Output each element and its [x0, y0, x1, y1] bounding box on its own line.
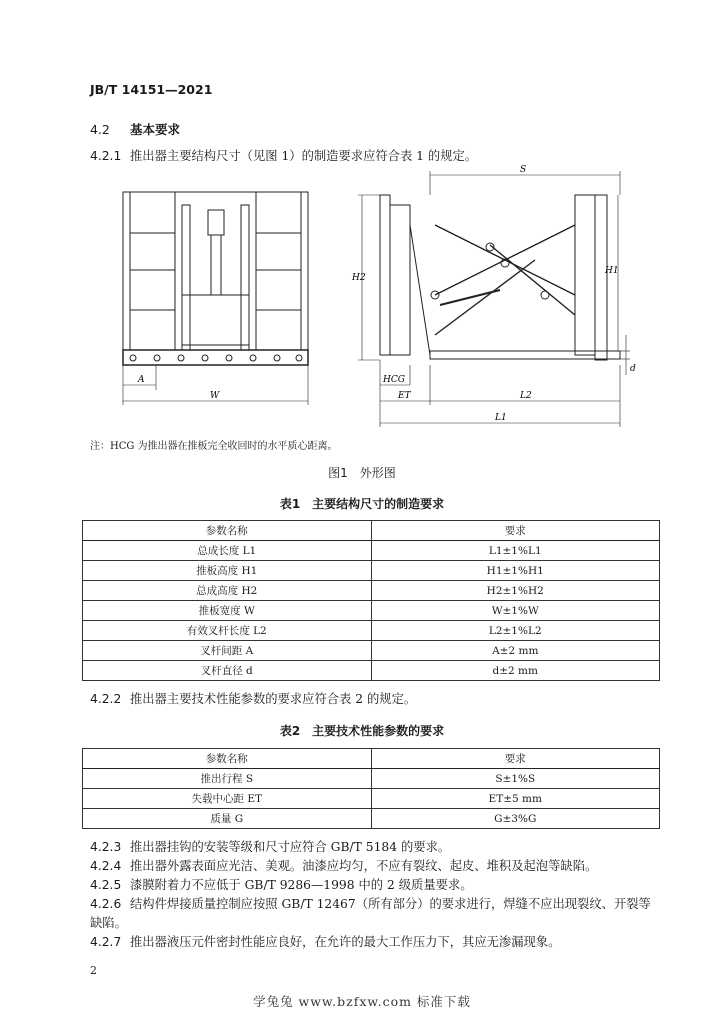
- label-L1: L1: [495, 413, 507, 423]
- page-number: 2: [90, 964, 97, 977]
- table-cell: 推板宽度 W: [83, 601, 372, 621]
- clause-text: 结构件焊接质量控制应按照 GB/T 12467（所有部分）的要求进行，焊缝不应出现裂纹、开裂等缺陷。: [90, 897, 651, 930]
- table-row: [83, 661, 660, 681]
- clause-number: 4.2.2: [90, 692, 122, 706]
- clause-number: 4.2.5: [90, 878, 122, 892]
- clause-number: 4.2.1: [90, 149, 122, 163]
- table-row: [83, 561, 660, 581]
- clause-number: 4.2.3: [90, 840, 122, 854]
- section-title: 基本要求: [130, 122, 181, 137]
- clause-4-2-6: [90, 895, 660, 933]
- table-cell: 质量 G: [83, 809, 372, 829]
- clause-number: 4.2.4: [90, 859, 122, 873]
- table2-title: 表2 主要技术性能参数的要求: [279, 724, 445, 738]
- clause-4-2-7: [90, 933, 660, 952]
- clause-text: 推出器主要结构尺寸（见图 1）的制造要求应符合表 1 的规定。: [130, 149, 478, 163]
- clause-text: 推出器挂钩的安装等级和尺寸应符合 GB/T 5184 的要求。: [130, 840, 451, 854]
- table-cell: 失载中心距 ET: [83, 789, 372, 809]
- table-cell: 有效叉杆长度 L2: [83, 621, 372, 641]
- table-cell: d±2 mm: [371, 661, 660, 681]
- figure-outline-drawing: [90, 165, 650, 435]
- clause-4-2-1: [90, 147, 660, 166]
- table-cell: 总成长度 L1: [83, 541, 372, 561]
- table-cell: 推出行程 S: [83, 769, 372, 789]
- table-row: [83, 621, 660, 641]
- clause-4-2-3: [90, 838, 660, 857]
- standard-code: JB/T 14151—2021: [90, 82, 213, 97]
- section-heading: [90, 120, 180, 138]
- footer-watermark: 学兔兔 www.bzfxw.com 标准下载: [253, 994, 471, 1009]
- figure-caption: 图1 外形图: [328, 466, 396, 480]
- label-W: W: [210, 391, 220, 401]
- table-performance-parameters: [82, 748, 660, 829]
- table-row: [83, 601, 660, 621]
- label-d: d: [630, 364, 636, 374]
- table-row: [83, 581, 660, 601]
- table-cell: H2±1%H2: [371, 581, 660, 601]
- table-cell: S±1%S: [371, 769, 660, 789]
- label-H2: H2: [352, 273, 366, 283]
- table-cell: 叉杆直径 d: [83, 661, 372, 681]
- table-cell: 总成高度 H2: [83, 581, 372, 601]
- table-row: [83, 541, 660, 561]
- table-header-requirement: 要求: [371, 749, 660, 769]
- figure-note: 注：HCG 为推出器在推板完全收回时的水平质心距离。: [90, 441, 338, 452]
- clause-text: 推出器主要技术性能参数的要求应符合表 2 的规定。: [130, 692, 417, 706]
- table1-title: 表1 主要结构尺寸的制造要求: [279, 497, 445, 511]
- clause-4-2-5: [90, 876, 660, 895]
- section-number: 4.2: [90, 122, 110, 137]
- table-header-param: 参数名称: [83, 521, 372, 541]
- label-A: A: [138, 375, 145, 385]
- table-cell: 叉杆间距 A: [83, 641, 372, 661]
- table-header-row: [83, 749, 660, 769]
- table-header-requirement: 要求: [371, 521, 660, 541]
- table-header-param: 参数名称: [83, 749, 372, 769]
- table-cell: 推板高度 H1: [83, 561, 372, 581]
- clause-number: 4.2.6: [90, 897, 122, 911]
- table-cell: L1±1%L1: [371, 541, 660, 561]
- label-ET: ET: [398, 391, 411, 401]
- label-L2: L2: [520, 391, 532, 401]
- table-cell: A±2 mm: [371, 641, 660, 661]
- label-H1: H1: [605, 266, 619, 276]
- table-row: [83, 641, 660, 661]
- clause-text: 漆膜附着力不应低于 GB/T 9286—1998 中的 2 级质量要求。: [130, 878, 473, 892]
- table-row: [83, 789, 660, 809]
- table-row: [83, 769, 660, 789]
- table-cell: G±3%G: [371, 809, 660, 829]
- label-HCG: HCG: [383, 375, 405, 385]
- front-view-frame: [123, 192, 308, 365]
- clause-4-2-2: [90, 690, 660, 709]
- table-header-row: [83, 521, 660, 541]
- clause-text: 推出器外露表面应光洁、美观。油漆应均匀，不应有裂纹、起皮、堆积及起泡等缺陷。: [130, 859, 598, 873]
- table-structural-dimensions: [82, 520, 660, 681]
- clause-number: 4.2.7: [90, 935, 122, 949]
- table-cell: ET±5 mm: [371, 789, 660, 809]
- table-cell: W±1%W: [371, 601, 660, 621]
- clause-text: 推出器液压元件密封性能应良好，在允许的最大工作压力下，其应无渗漏现象。: [130, 935, 561, 949]
- clause-4-2-4: [90, 857, 660, 876]
- label-S: S: [520, 165, 527, 175]
- table-row: [83, 809, 660, 829]
- table-cell: L2±1%L2: [371, 621, 660, 641]
- table-cell: H1±1%H1: [371, 561, 660, 581]
